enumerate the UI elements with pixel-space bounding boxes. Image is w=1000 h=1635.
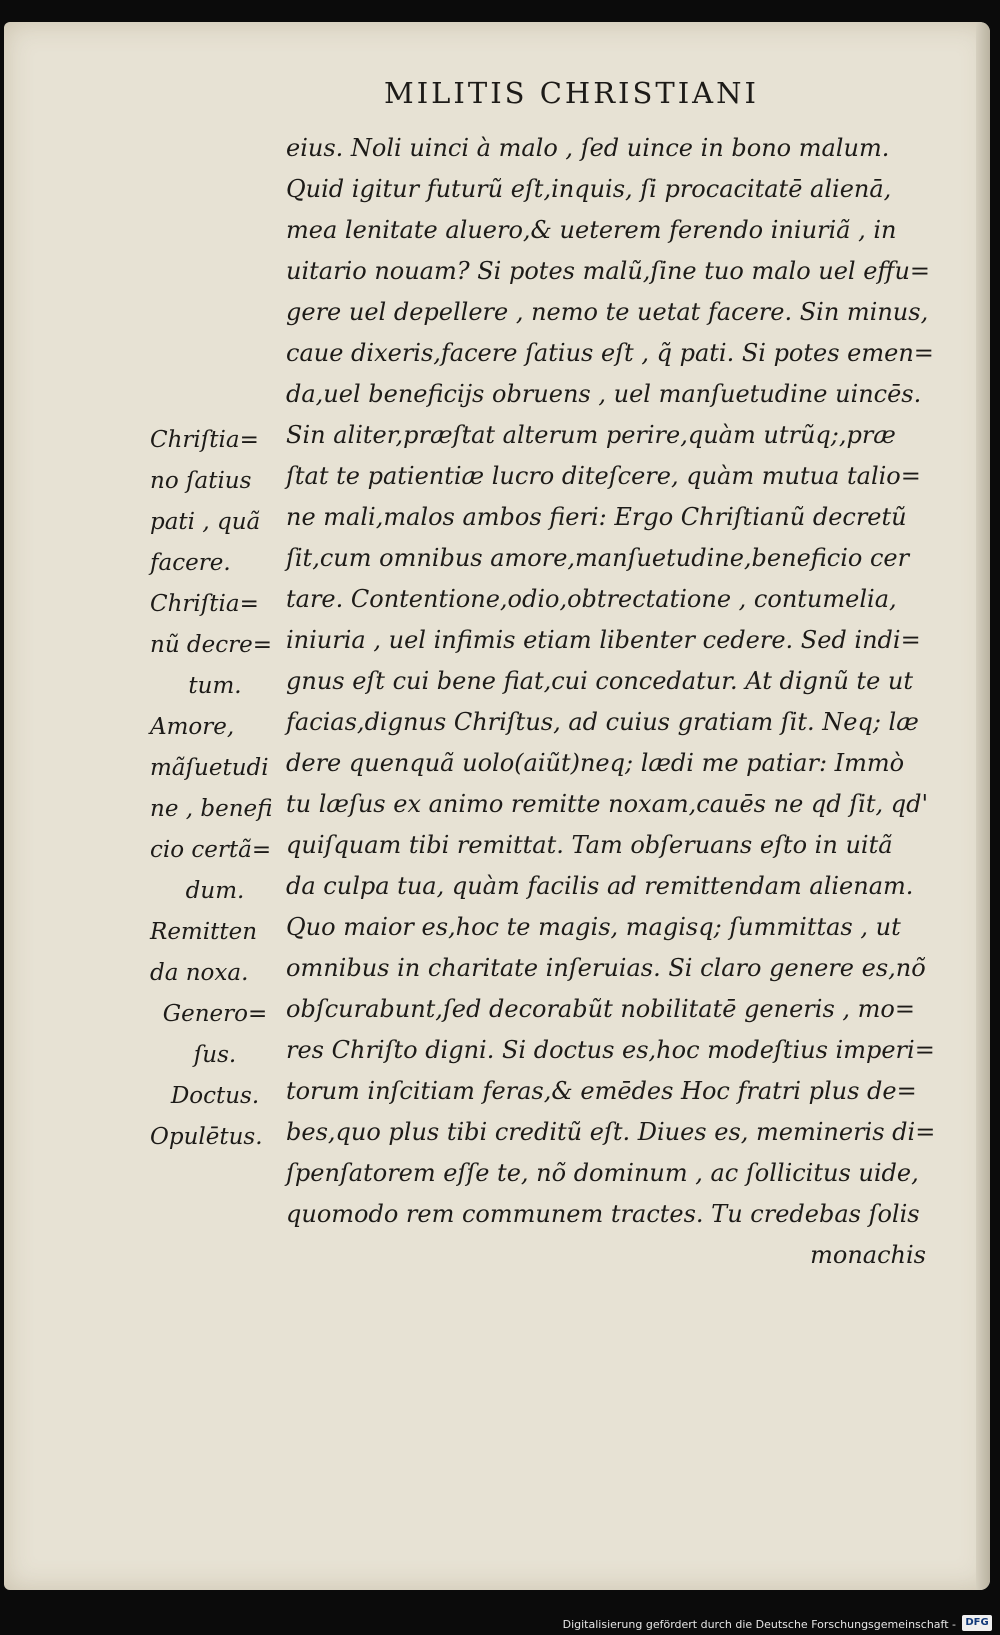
text-line: ne mali,malos ambos fieri: Ergo Chriſtianũ decretũ: [286, 503, 907, 531]
marginal-note: da noxa.: [150, 960, 249, 986]
marginal-note: facere.: [150, 550, 231, 576]
marginal-notes: [150, 420, 280, 1158]
marginal-note: ne , benefi: [150, 796, 273, 822]
text-line: uitario nouam? Si potes malũ,ſine tuo malo uel effu=: [286, 257, 931, 285]
text-line: obſcurabunt,ſed decorabũt nobilitatē generis , mo=: [286, 995, 915, 1023]
text-line: omnibus in charitate inſeruias. Si claro genere es,nõ: [286, 954, 926, 982]
marginal-note: Remitten: [150, 919, 258, 945]
marginal-note: nũ decre=: [150, 632, 273, 658]
text-line: caue dixeris,facere ſatius eſt , q̃ pati. Si potes emen=: [286, 339, 934, 367]
text-line: ſtat te patientiæ lucro diteſcere, quàm mutua talio=: [286, 462, 921, 490]
marginal-note: Genero=: [162, 1001, 268, 1027]
page-edge: [976, 22, 990, 1590]
text-line: mea lenitate aluero,& ueterem ferendo iniuriã , in: [286, 216, 897, 244]
marginal-note: pati , quã: [150, 509, 261, 535]
marginal-note: mãſuetudi: [150, 755, 269, 781]
digitization-credit: Digitalisierung gefördert durch die Deutsche Forschungsgemeinschaft -: [562, 1618, 956, 1631]
marginal-note: no ſatius: [150, 468, 252, 494]
marginal-note: Opulētus.: [150, 1124, 263, 1150]
text-line: eius. Noli uinci à malo , ſed uince in bono malum.: [286, 134, 890, 162]
text-line: Quo maior es,hoc te magis, magisq; ſummittas , ut: [286, 913, 901, 941]
text-line: ſit,cum omnibus amore,manſuetudine,beneficio cer: [286, 544, 910, 572]
text-line: quomodo rem communem tractes. Tu credebas ſolis: [286, 1200, 920, 1228]
text-line: iniuria , uel infimis etiam libenter cedere. Sed indi=: [286, 626, 921, 654]
text-line: Sin aliter,præſtat alterum perire,quàm utrũq;,præ: [286, 421, 896, 449]
text-line: bes,quo plus tibi creditũ eſt. Diues es, memineris di=: [286, 1118, 936, 1146]
text-line: res Chriſto digni. Si doctus es,hoc modeſtius imperi=: [286, 1036, 935, 1064]
marginal-note: cio certã=: [150, 837, 272, 863]
text-line: tare. Contentione,odio,obtrectatione , contumelia,: [286, 585, 897, 613]
marginal-note: Amore,: [150, 714, 235, 740]
text-line: da,uel beneficijs obruens , uel manſuetudine uincēs.: [286, 380, 922, 408]
text-line: Quid igitur futurũ eſt,inquis, ſi procacitatē alienā,: [286, 175, 892, 203]
text-line: dere quenquã uolo(aiũt)neq; lædi me patiar: Immò: [286, 749, 905, 777]
marginal-note: ſus.: [193, 1042, 237, 1068]
text-line: facias,dignus Chriſtus, ad cuius gratiam ſit. Neq; læ: [286, 708, 919, 736]
marginal-note: Doctus.: [170, 1083, 260, 1109]
text-line: gere uel depellere , nemo te uetat facere. Sin minus,: [286, 298, 929, 326]
text-line: da culpa tua, quàm facilis ad remittendam alienam.: [286, 872, 914, 900]
text-line: torum inſcitiam feras,& emēdes Hoc fratri plus de=: [286, 1077, 917, 1105]
marginal-note: Chriſtia=: [150, 427, 259, 453]
text-line: tu læſus ex animo remitte noxam,cauēs ne qd ſit, qd': [286, 790, 929, 818]
dfg-logo-icon: DFG: [962, 1615, 992, 1631]
body-text: [286, 128, 966, 1276]
text-line: quiſquam tibi remittat. Tam obſeruans eſto in uitã: [286, 831, 893, 859]
marginal-note: dum.: [185, 878, 245, 904]
text-line: ſpenſatorem eſſe te, nõ dominum , ac ſollicitus uide,: [286, 1159, 919, 1187]
marginal-note: Chriſtia=: [150, 591, 259, 617]
marginal-note: tum.: [188, 673, 242, 699]
text-line: gnus eſt cui bene fiat,cui concedatur. At dignũ te ut: [286, 667, 913, 695]
catchword: monachis: [810, 1241, 926, 1269]
running-head: MILITIS CHRISTIANI: [384, 76, 759, 110]
